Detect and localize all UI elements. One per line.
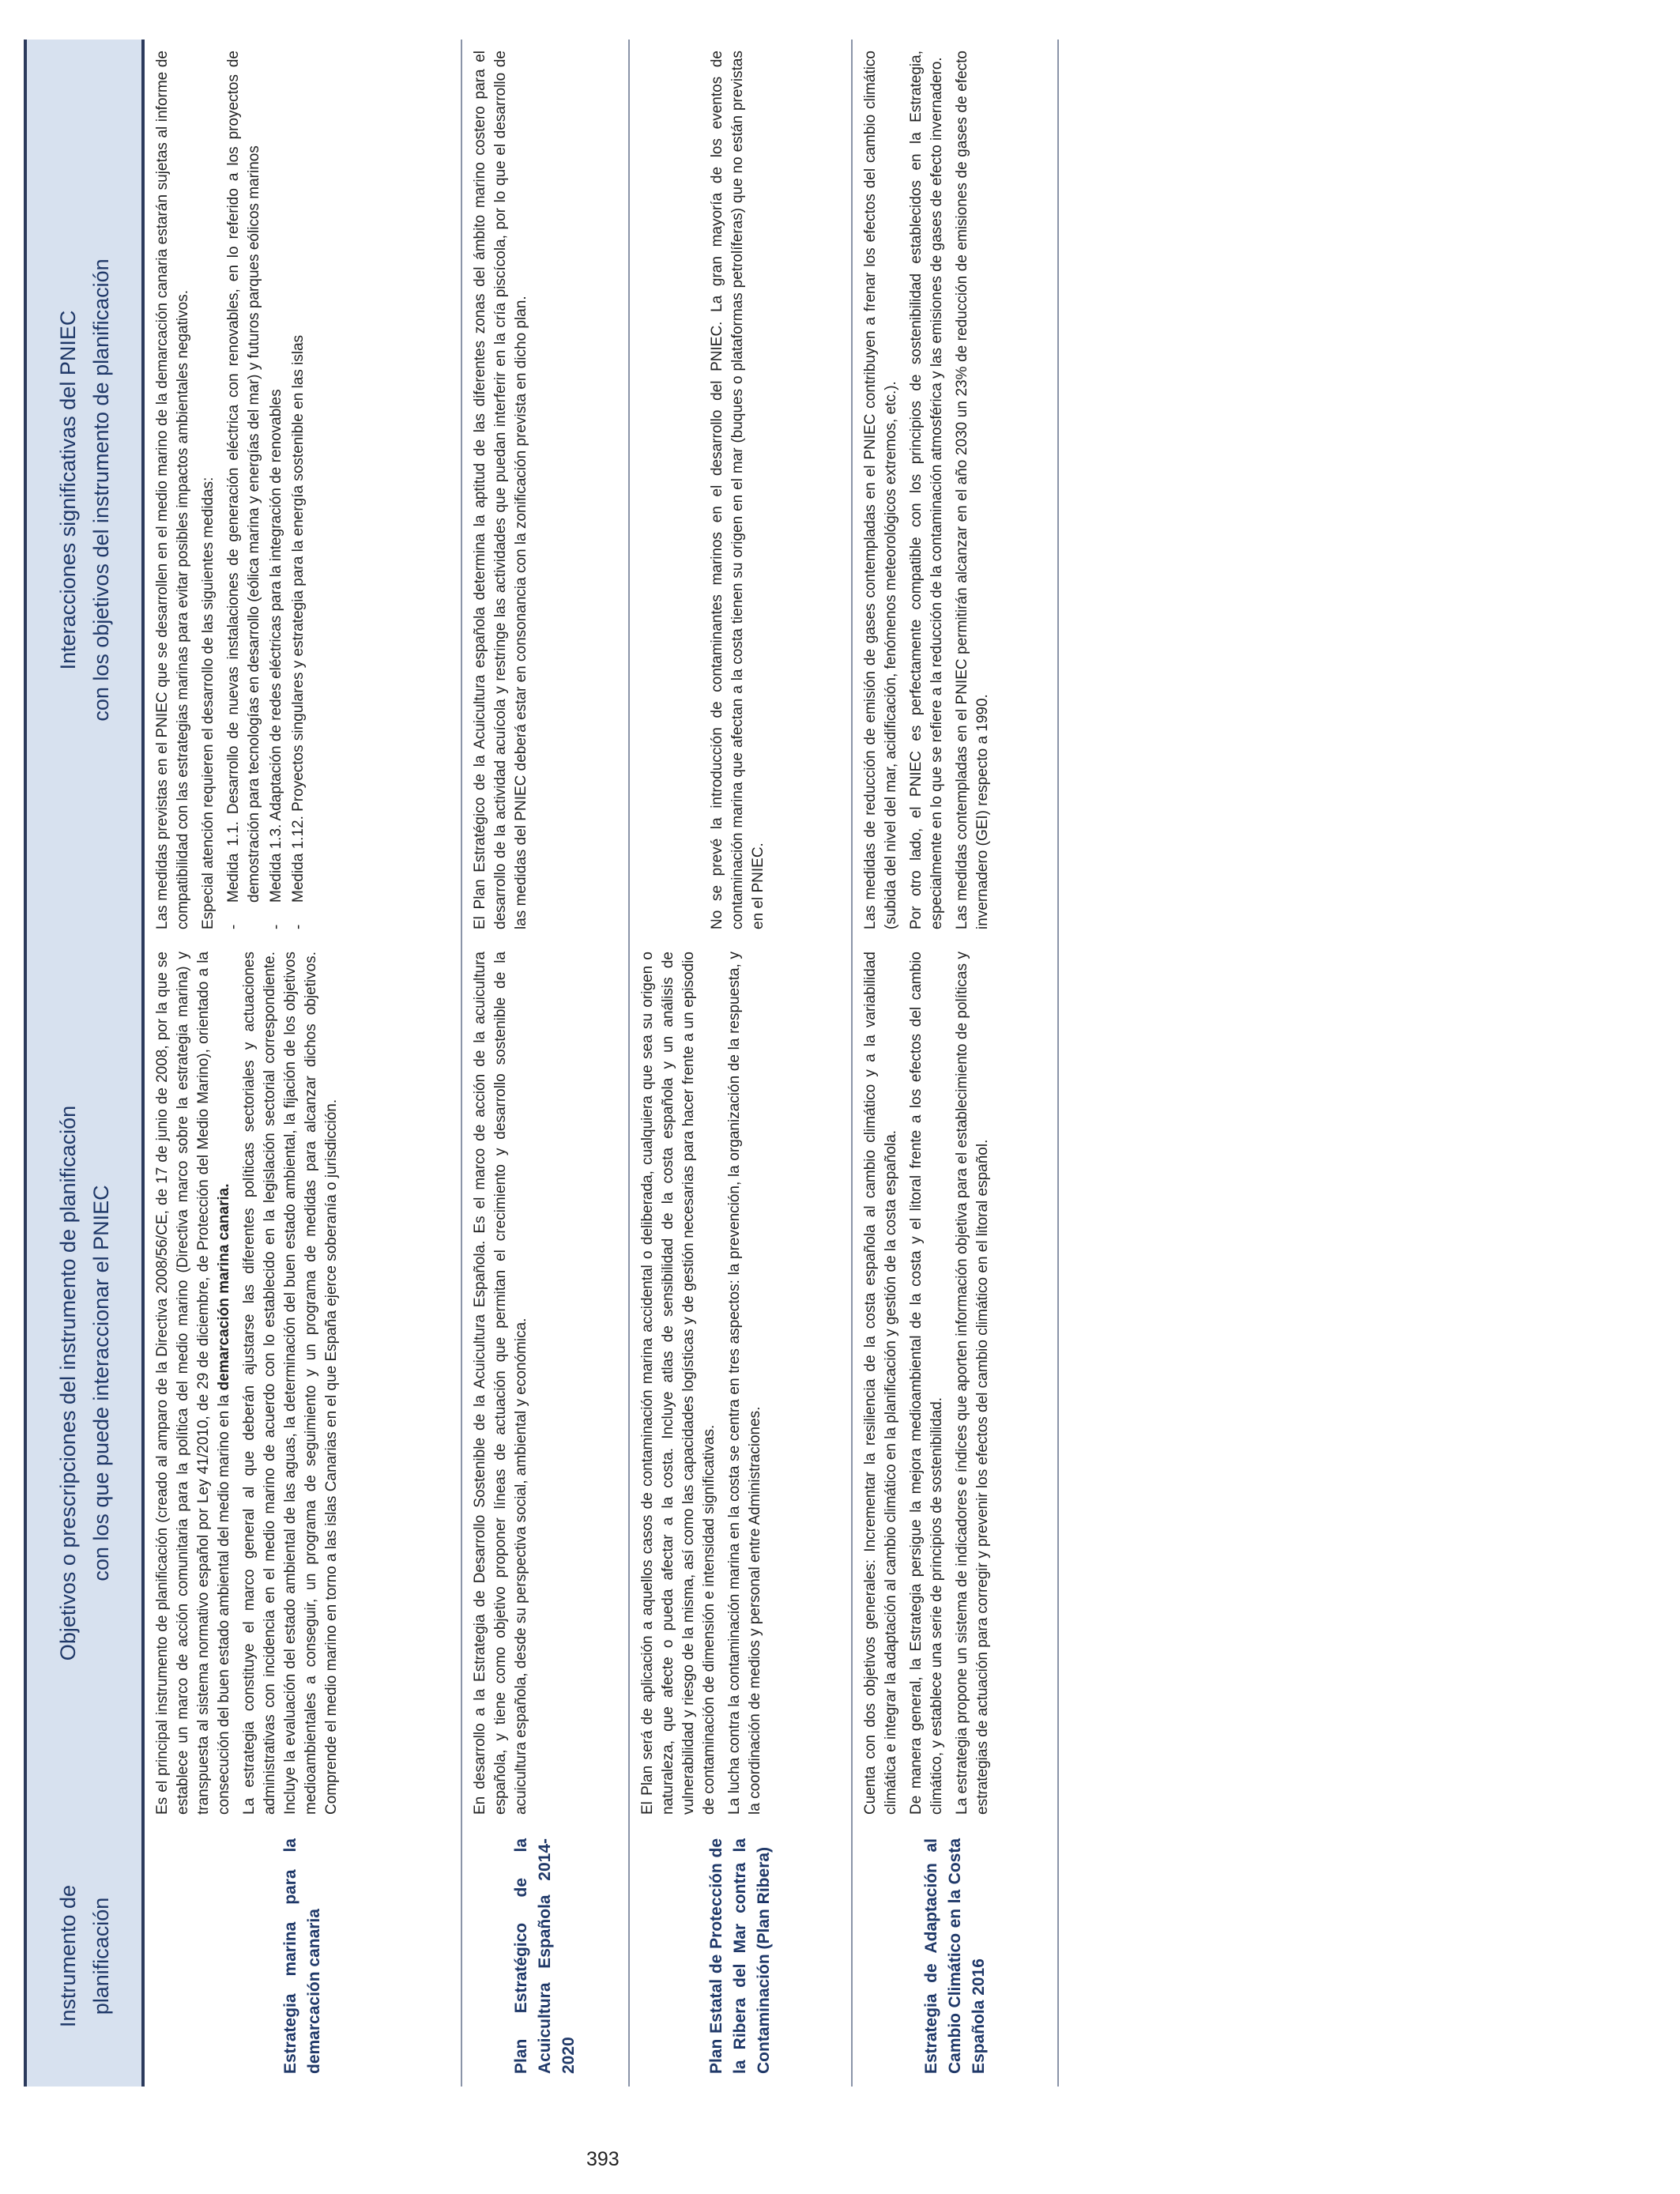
page-number: 393: [586, 2148, 620, 2170]
interaction-paragraph: No se prevé la introducción de contaminantes marinos en el desarrollo del PNIEC. La gran mayoría de los eventos de contaminación marina que afectan a la costa tienen su origen en el mar (buques o plataformas petrolíferas) que no están previstas en el PNIEC.: [709, 51, 767, 929]
interaction-paragraph: Por otro lado, el PNIEC es perfectamente compatible con los principios de sostenibilidad establecidos en la Estrategia, especialmente en lo que se refiere a la reducción de la contaminación atmosférica y las emisiones de gases de efecto invernadero.: [908, 51, 945, 929]
objective-paragraph: La estrategia constituye el marco general al que deberán ajustarse las diferentes políticas sectoriales y actuaciones administrativas con incidencia en el medio marino de acuerdo con lo establecido en la legislación sectorial correspondiente. Incluye la evaluación del estado ambiental de las aguas, la determinación del buen estado ambiental, la fijación de los objetivos medioambientales a conseguir, un programa de seguimiento y un programa de medidas para alcanzar dichos objetivos. Comprende el medio marino en torno a las islas Canarias en el que España ejerce soberanía o jurisdicción.: [241, 952, 340, 1815]
list-item: - Medida 1.1. Desarrollo de nuevas instalaciones de generación eléctrica con renovables, en lo referido a los proyectos de demostración para tecnologías en desarrollo (eólica marina y energías del mar) y futuros parques eólicos marinos: [224, 51, 265, 929]
table-header: [24, 40, 145, 2087]
table-row: [462, 40, 630, 2087]
instrument-interactions: [853, 40, 1057, 941]
header-col-instrument: Instrumento de planificación: [55, 1884, 113, 2028]
instrument-objectives: [462, 941, 628, 1826]
objective-paragraph: La lucha contra la contaminación marina en la costa se centra en tres aspectos: la prevención, la organización de la respuesta, y la coordinación de medios y personal entre Administraciones.: [726, 952, 763, 1815]
planning-instruments-table: [24, 40, 1195, 2087]
interaction-paragraph: Especial atención requieren el desarrollo de las siguientes medidas:: [200, 477, 217, 929]
instrument-interactions: [462, 40, 628, 941]
objective-paragraph: La estrategia propone un sistema de indicadores e índices que aporten información objetiva para el establecimiento de políticas y estrategias de actuación para corregir y prevenir los efectos del cambio climático en el litoral español.: [954, 952, 991, 1815]
interaction-paragraph: Las medidas contempladas en el PNIEC permitirán alcanzar en el año 2030 un 23% de reducción de emisiones de gases de efecto invernadero (GEI) respecto a 1990.: [954, 51, 991, 929]
table-row: [145, 40, 462, 2087]
objective-paragraph: Es el principal instrumento de planificación (creado al amparo de la Directiva 2008/56/CE, de 17 de junio de 2008, por la que se establece un marco de acción comunitaria para la política del medio marino (Directiva marco sobre la estrategia marina) y transpuesta al sistema normativo español por Ley 41/2010, de 29 de diciembre, de Protección del Medio Marino), orientado a la consecución del buen estado ambiental del medio marino en la demarcación marina canaria.: [154, 952, 232, 1815]
rotated-page: [24, 40, 1209, 2087]
measures-list: [224, 51, 309, 929]
instrument-interactions: [145, 40, 461, 941]
header-col-objectives: Objetivos o prescripciones del instrumento de planificación con los que puede interaccionar el PNIEC: [55, 1105, 113, 1661]
instrument-name: Plan Estatal de Protección de la Ribera del Mar contra la Contaminación (Plan Ribera): [707, 1838, 773, 2074]
interaction-paragraph: Las medidas de reducción de emisión de gases contempladas en el PNIEC contribuyen a frenar los efectos del cambio climático (subida del nivel del mar, acidificación, fenómenos meteorológicos extremos, etc.).: [862, 51, 899, 929]
objective-paragraph: Cuenta con dos objetivos generales: Incrementar la resiliencia de la costa española al cambio climático y a la variabilidad climática e integrar la adaptación al cambio climático en la planificación y gestión de la costa española.: [862, 952, 899, 1815]
instrument-interactions: [630, 40, 851, 941]
instrument-name: Estrategia de Adaptación al Cambio Climático en la Costa Española 2016: [921, 1838, 988, 2074]
table-row: [853, 40, 1059, 2087]
interaction-paragraph: Las medidas previstas en el PNIEC que se desarrollen en el medio marino de la demarcación canaria estarán sujetas al informe de compatibilidad con las estrategias marinas para evitar posibles impactos ambientales negativos.: [154, 51, 191, 929]
objective-paragraph: El Plan será de aplicación a aquellos casos de contaminación marina accidental o deliberada, cualquiera que sea su origen o naturaleza, que afecte o pueda afectar a la costa. Incluye atlas de sensibilidad de la costa española y un análisis de vulnerabilidad y riesgo de la misma, así como las capacidades logísticas y de gestión necesarias para hacer frente a un episodio de contaminación de dimensión e intensidad significativas.: [639, 952, 718, 1815]
instrument-objectives: [630, 941, 851, 1826]
list-item: - Medida 1.3. Adaptación de redes eléctricas para la integración de renovables: [266, 51, 287, 929]
instrument-objectives: [853, 941, 1057, 1826]
instrument-name: Plan Estratégico de la Acuicultura Española 2014-2020: [512, 1838, 578, 2074]
list-item: - Medida 1.12. Proyectos singulares y estrategia para la energía sostenible en las islas: [288, 51, 309, 929]
header-col-interactions: Interacciones significativas del PNIEC con los objetivos del instrumento de planificación: [55, 258, 113, 722]
interaction-paragraph: El Plan Estratégico de la Acuicultura española determina la aptitud de las diferentes zonas del ámbito marino costero para el desarrollo de la actividad acuícola y restringe las actividades que puedan interferir en la cría piscícola, por lo que el desarrollo de las medidas del PNIEC deberá estar en consonancia con la zonificación prevista en dicho plan.: [472, 51, 529, 929]
objective-paragraph: De manera general, la Estrategia persigue la mejora medioambiental de la costa y el litoral frente a los efectos del cambio climático, y establece una serie de principios de sostenibilidad.: [908, 952, 945, 1815]
instrument-objectives: [145, 941, 461, 1826]
objective-paragraph: En desarrollo a la Estrategia de Desarrollo Sostenible de la Acuicultura Española. Es el marco de acción de la acuicultura española, y tiene como objetivo proponer líneas de actuación que permitan el crecimiento y desarrollo sostenible de la acuicultura española, desde su perspectiva social, ambiental y económica.: [472, 952, 529, 1815]
table-row: [630, 40, 853, 2087]
instrument-name: Estrategia marina para la demarcación canaria: [281, 1838, 323, 2074]
